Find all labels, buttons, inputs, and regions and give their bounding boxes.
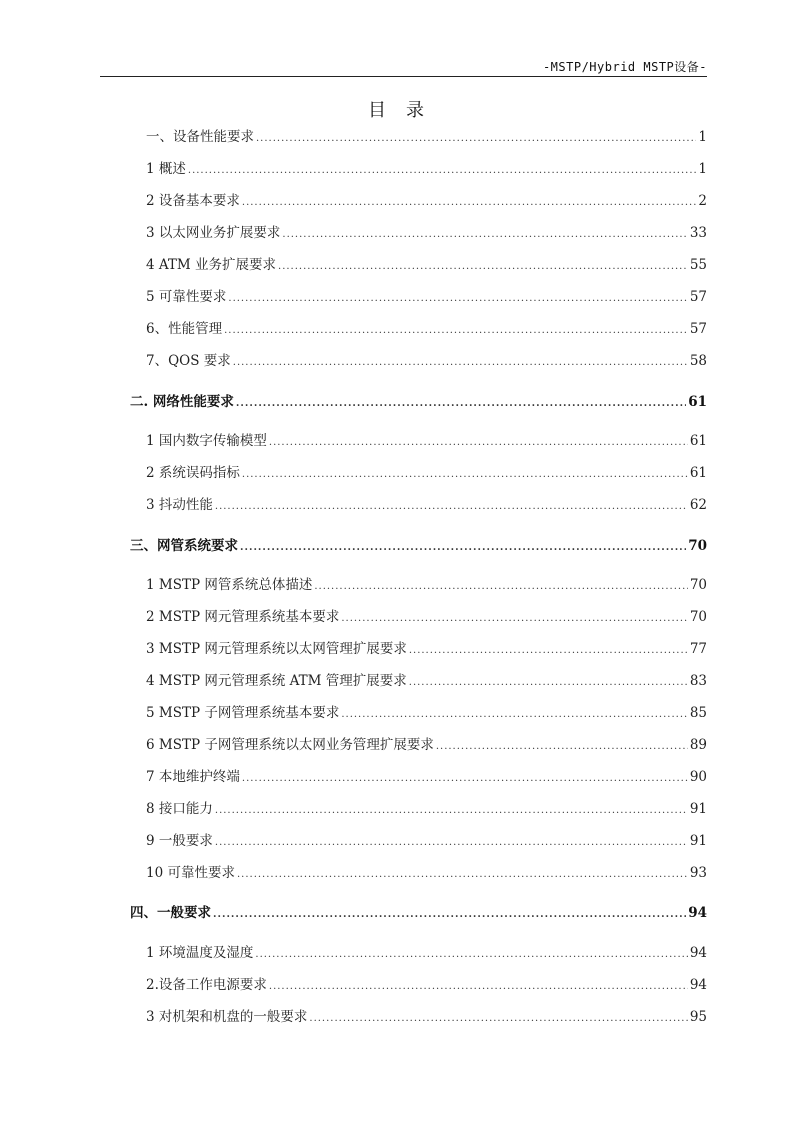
dot-leader (228, 293, 687, 304)
toc-entry[interactable] (146, 669, 707, 689)
toc-entry[interactable] (146, 573, 707, 593)
toc-entry[interactable] (146, 973, 707, 993)
toc-title-part-2: 录 (406, 100, 426, 121)
dot-leader (436, 741, 688, 752)
dot-leader (309, 1013, 687, 1024)
dot-leader (233, 357, 688, 368)
toc-entry-label: 2.设备工作电源要求 (146, 977, 267, 993)
toc-entry-page: 55 (689, 257, 707, 273)
toc-entry-page: 94 (689, 977, 707, 993)
toc-entry-page: 89 (689, 737, 707, 753)
toc-entry-label: 3 抖动性能 (146, 497, 213, 513)
toc-entry-page: 2 (698, 193, 707, 209)
toc-entry-page: 57 (689, 321, 707, 337)
dot-leader (269, 981, 688, 992)
toc-entry[interactable] (146, 765, 707, 785)
toc-entry[interactable] (146, 637, 707, 657)
dot-leader (236, 398, 686, 409)
toc-entry-page: 94 (689, 945, 707, 961)
dot-leader (242, 197, 697, 208)
toc-entry-page: 57 (689, 289, 707, 305)
toc-entry[interactable] (146, 349, 707, 369)
toc-entry[interactable] (146, 221, 707, 241)
toc-title-part-1: 目 (368, 100, 388, 121)
toc-entry[interactable] (146, 797, 707, 817)
toc-entry-page: 95 (689, 1009, 707, 1025)
toc-entry-label: 2 MSTP 网元管理系统基本要求 (146, 609, 340, 625)
dot-leader (269, 437, 688, 448)
dot-leader (242, 773, 688, 784)
toc-entry-label: 3 对机架和机盘的一般要求 (146, 1009, 308, 1025)
toc-entry-page: 61 (688, 394, 707, 410)
header-rule (100, 76, 707, 77)
dot-leader (256, 133, 696, 144)
toc-entry-label: 一、设备性能要求 (146, 129, 254, 145)
toc-entry-page: 90 (689, 769, 707, 785)
dot-leader (341, 613, 687, 624)
toc-entry-label: 5 MSTP 子网管理系统基本要求 (146, 705, 340, 721)
dot-leader (215, 837, 688, 848)
toc-entry-page: 91 (689, 833, 707, 849)
toc-entry-page: 85 (689, 705, 707, 721)
toc-entry-label: 7 本地维护终端 (146, 769, 240, 785)
toc-entry[interactable] (146, 317, 707, 337)
toc-entry[interactable] (146, 605, 707, 625)
dot-leader (215, 501, 688, 512)
dot-leader (213, 909, 686, 920)
toc-entry-page: 33 (689, 225, 707, 241)
toc-entry-section-2[interactable] (130, 390, 707, 410)
dot-leader (224, 325, 688, 336)
dot-leader (188, 165, 697, 176)
dot-leader (215, 805, 688, 816)
toc-entry-label: 三、网管系统要求 (130, 538, 238, 554)
toc-entry-label: 1 环境温度及湿度 (146, 945, 254, 961)
toc-entry[interactable] (146, 941, 707, 961)
toc-entry-label: 4 ATM 业务扩展要求 (146, 257, 277, 273)
toc-entry-label: 10 可靠性要求 (146, 865, 235, 881)
toc-entry-label: 8 接口能力 (146, 801, 213, 817)
toc-entry-page: 1 (698, 129, 707, 145)
toc-title (0, 96, 794, 122)
dot-leader (314, 581, 687, 592)
toc-entry-label: 1 概述 (146, 161, 186, 177)
toc-entry[interactable] (146, 493, 707, 513)
toc-entry[interactable] (146, 701, 707, 721)
toc-entry-section-1[interactable] (146, 125, 707, 145)
toc-entry-page: 93 (689, 865, 707, 881)
toc-entry-label: 6 MSTP 子网管理系统以太网业务管理扩展要求 (146, 737, 434, 753)
toc-entry-label: 四、一般要求 (130, 905, 211, 921)
toc-entry-label: 1 国内数字传输模型 (146, 433, 267, 449)
toc-entry[interactable] (146, 733, 707, 753)
toc-entry-label: 2 系统误码指标 (146, 465, 240, 481)
dot-leader (255, 949, 687, 960)
toc-entry-label: 6、性能管理 (146, 321, 223, 337)
toc-entry-page: 61 (689, 465, 707, 481)
dot-leader (237, 869, 688, 880)
toc-entry-label: 3 MSTP 网元管理系统以太网管理扩展要求 (146, 641, 407, 657)
toc-entry-page: 83 (689, 673, 707, 689)
running-header: -MSTP/Hybrid MSTP设备- (542, 60, 707, 74)
toc-entry[interactable] (146, 157, 707, 177)
toc-entry-page: 70 (689, 609, 707, 625)
toc-entry[interactable] (146, 1005, 707, 1025)
toc-entry[interactable] (146, 861, 707, 881)
toc-entry-label: 3 以太网业务扩展要求 (146, 225, 281, 241)
toc-entry-label: 二. 网络性能要求 (130, 394, 234, 410)
toc-entry-label: 5 可靠性要求 (146, 289, 227, 305)
dot-leader (240, 542, 686, 553)
toc-entry[interactable] (146, 429, 707, 449)
toc-entry[interactable] (146, 285, 707, 305)
toc-entry-page: 70 (689, 577, 707, 593)
toc-entry-page: 58 (689, 353, 707, 369)
toc-entry-label: 4 MSTP 网元管理系统 ATM 管理扩展要求 (146, 673, 407, 689)
toc-entry-page: 62 (689, 497, 707, 513)
dot-leader (242, 469, 688, 480)
toc-entry-section-3[interactable] (130, 534, 707, 554)
toc-entry-page: 94 (688, 905, 707, 921)
toc-entry-page: 70 (688, 538, 707, 554)
dot-leader (341, 709, 687, 720)
toc-entry[interactable] (146, 461, 707, 481)
toc-entry[interactable] (146, 189, 707, 209)
dot-leader (409, 645, 688, 656)
toc-entry-label: 1 MSTP 网管系统总体描述 (146, 577, 313, 593)
dot-leader (409, 677, 688, 688)
toc-entry-label: 9 一般要求 (146, 833, 213, 849)
toc-entry[interactable] (146, 829, 707, 849)
dot-leader (282, 229, 687, 240)
toc-entry-page: 1 (698, 161, 707, 177)
toc-entry-section-4[interactable] (130, 901, 707, 921)
toc-entry-label: 2 设备基本要求 (146, 193, 240, 209)
toc-entry-page: 77 (689, 641, 707, 657)
toc-entry-page: 61 (689, 433, 707, 449)
toc-entry[interactable] (146, 253, 707, 273)
toc-entry-label: 7、QOS 要求 (146, 353, 231, 369)
dot-leader (278, 261, 688, 272)
toc-entry-page: 91 (689, 801, 707, 817)
